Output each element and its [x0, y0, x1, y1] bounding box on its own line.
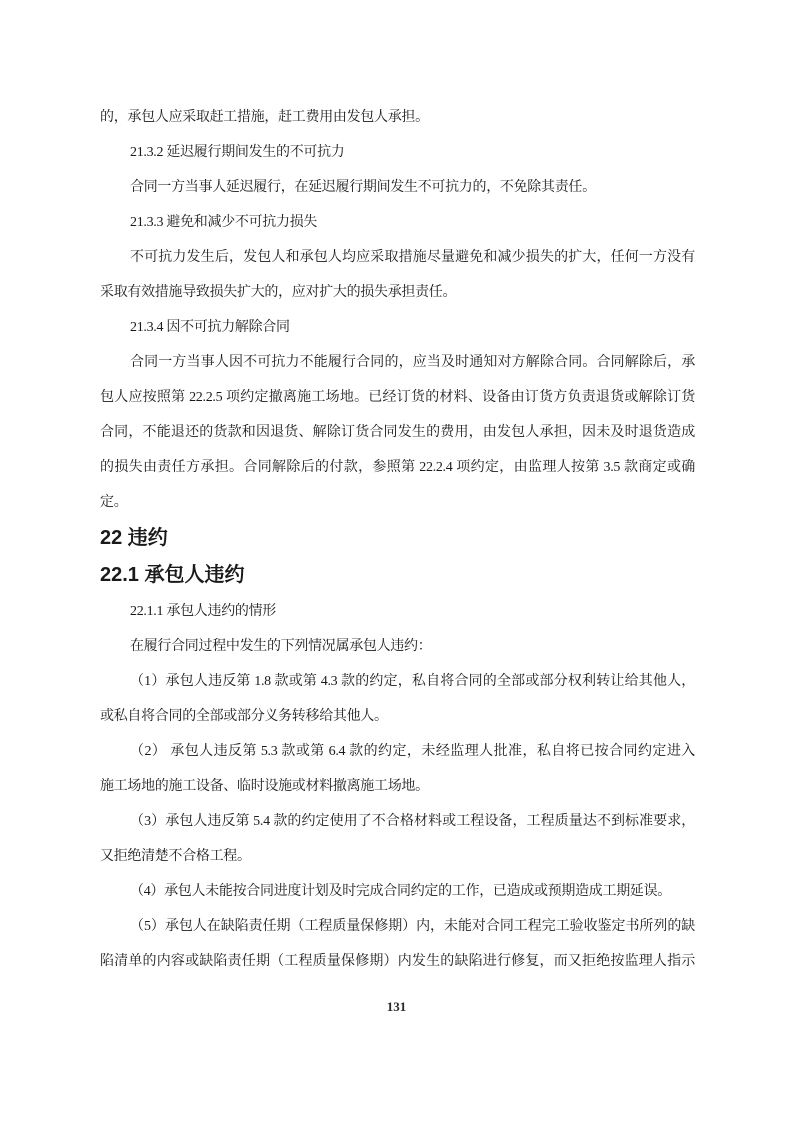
- text-line: （5）承包人在缺陷责任期（工程质量保修期）内，未能对合同工程完工验收鉴定书所列的缺: [130, 919, 695, 934]
- text-line: 的，承包人应采取赶工措施，赶工费用由发包人承担。: [100, 110, 429, 125]
- page-number: 131: [386, 999, 407, 1014]
- text-line: 包人应按照第 22.2.5 项约定撤离施工场地。已经订货的材料、设备由订货方负责退货或解除订货: [100, 390, 695, 405]
- text-line: 21.3.3 避免和减少不可抗力损失: [130, 215, 318, 230]
- text-line: 合同一方当事人延迟履行，在延迟履行期间发生不可抗力的，不免除其责任。: [130, 180, 596, 195]
- text-line: 22.1.1 承包人违约的情形: [130, 604, 276, 619]
- text-line: 21.3.4 因不可抗力解除合同: [130, 320, 290, 335]
- text-line: （4）承包人未能按合同进度计划及时完成合同约定的工作，已造成或预期造成工期延误。: [130, 884, 671, 899]
- text-line: 或私自将合同的全部或部分义务转移给其他人。: [100, 709, 388, 724]
- text-line: 定。: [100, 495, 128, 510]
- text-line: （1）承包人违反第 1.8 款或第 4.3 款的约定，私自将合同的全部或部分权利转让给其他人，: [130, 674, 695, 689]
- text-line: 陷清单的内容或缺陷责任期（工程质量保修期）内发生的缺陷进行修复，而又拒绝按监理人指示: [100, 954, 695, 969]
- text-line: 21.3.2 延迟履行期间发生的不可抗力: [130, 145, 345, 160]
- text-line: 合同一方当事人因不可抗力不能履行合同的，应当及时通知对方解除合同。合同解除后，承: [130, 355, 695, 370]
- section-heading: 22.1 承包人违约: [100, 564, 245, 586]
- text-line: （3）承包人违反第 5.4 款的约定使用了不合格材料或工程设备，工程质量达不到标准要求，: [130, 814, 695, 829]
- text-line: 施工场地的施工设备、临时设施或材料撤离施工场地。: [100, 779, 429, 794]
- text-line: 的损失由责任方承担。合同解除后的付款，参照第 22.2.4 项约定，由监理人按第 3.5 款商定或确: [100, 460, 695, 475]
- text-line: 又拒绝清楚不合格工程。: [100, 849, 251, 864]
- text-line: （2） 承包人违反第 5.3 款或第 6.4 款的约定，未经监理人批准，私自将已按合同约定进入: [130, 744, 695, 759]
- text-line: 不可抗力发生后，发包人和承包人均应采取措施尽量避免和减少损失的扩大，任何一方没有: [130, 250, 695, 265]
- section-heading: 22 违约: [100, 527, 168, 549]
- text-line: 采取有效措施导致损失扩大的，应对扩大的损失承担责任。: [100, 285, 457, 300]
- text-line: 合同，不能退还的货款和因退货、解除订货合同发生的费用，由发包人承担，因未及时退货造成: [100, 425, 695, 440]
- text-line: 在履行合同过程中发生的下列情况属承包人违约：: [130, 639, 432, 654]
